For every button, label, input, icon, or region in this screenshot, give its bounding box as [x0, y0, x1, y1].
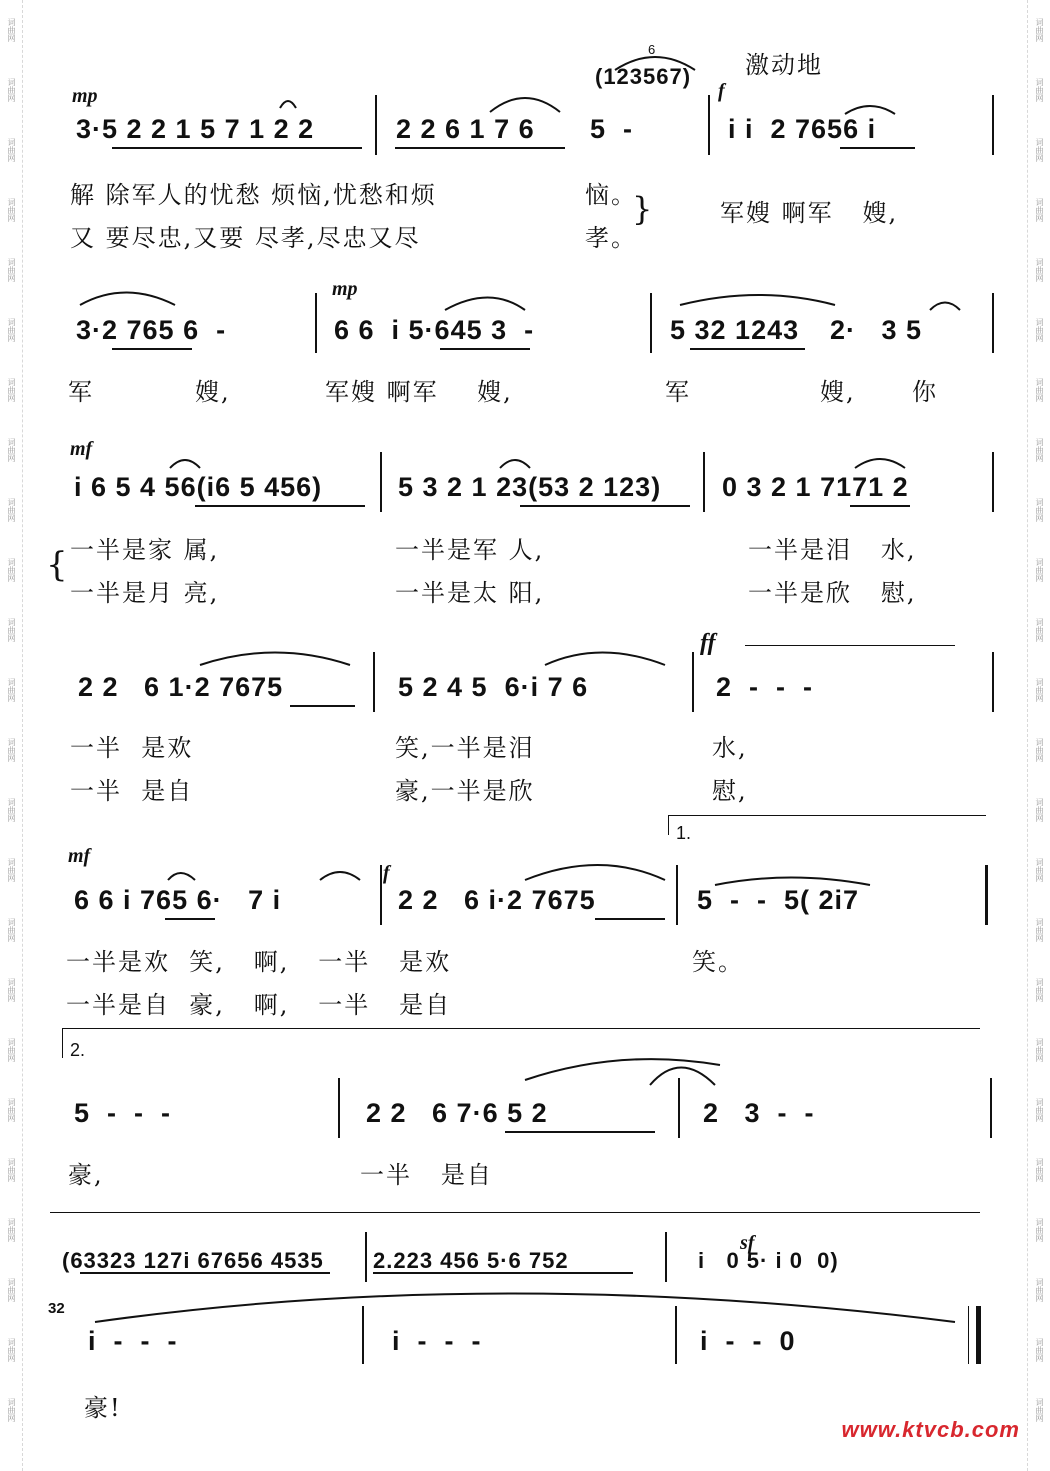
lyric: 豪, — [68, 1161, 104, 1189]
lyric: 一半是泪 水, — [748, 536, 917, 564]
dynamic-mf: mf — [70, 438, 93, 460]
lyric: 军 — [68, 378, 94, 406]
crescendo-line — [745, 645, 955, 646]
barline — [375, 95, 377, 155]
notes-s6-m3: 2 3 - - — [703, 1098, 815, 1128]
lyric: 嫂, — [195, 378, 231, 406]
notes-s7-instr-2: 2.223 456 5·6 752 — [373, 1248, 569, 1273]
dynamic-mf: mf — [68, 845, 91, 867]
barline — [992, 293, 994, 353]
volta-tick — [62, 1028, 63, 1058]
barline — [692, 652, 694, 712]
volta-bracket-1 — [668, 815, 986, 816]
barline — [992, 452, 994, 512]
barline — [708, 95, 710, 155]
barline — [338, 1078, 340, 1138]
beam-underline — [195, 505, 365, 507]
barline — [365, 1232, 367, 1282]
verse-brace: } — [632, 190, 655, 228]
notes-s7-instr-3: i 0 5· i 0 0) — [698, 1248, 839, 1273]
notes-s3-m2: 5 3 2 1 23(53 2 123) — [398, 472, 662, 502]
volta-2-label: 2. — [70, 1040, 86, 1060]
left-margin-watermark: 词曲网 词曲网 词曲网 词曲网 词曲网 词曲网 词曲网 词曲网 词曲网 词曲网 词曲网 词曲网 词曲网 词曲网 词曲网 词曲网 词曲网 词曲网 词曲网 词曲网 词曲网 词曲网 词曲网 词曲网 — [0, 0, 23, 1471]
lyric: 军嫂 啊军 嫂, — [325, 378, 513, 406]
lyric: 你 — [912, 378, 938, 406]
barline — [703, 452, 705, 512]
right-margin-watermark: 词曲网 词曲网 词曲网 词曲网 词曲网 词曲网 词曲网 词曲网 词曲网 词曲网 词曲网 词曲网 词曲网 词曲网 词曲网 词曲网 词曲网 词曲网 词曲网 词曲网 词曲网 词曲网 词曲网 词曲网 — [1027, 0, 1050, 1471]
barline — [380, 452, 382, 512]
beam-underline — [112, 147, 362, 149]
barline — [373, 652, 375, 712]
beam-underline — [80, 1272, 330, 1274]
barline — [315, 293, 317, 353]
barline — [990, 1078, 992, 1138]
lyric: 一半 是自 — [70, 777, 194, 805]
lyrics-s1-v1: 解 除军人的忧愁 烦恼,忧愁和烦 — [70, 181, 437, 209]
lyrics-s1-right: 军嫂 啊军 嫂, — [720, 199, 899, 227]
grace-note: 32 — [48, 1300, 65, 1317]
grace-note: 6 — [648, 42, 656, 57]
notes-s5-m2: 2 2 6 i·2 7675 — [398, 885, 596, 915]
dynamic-f: f — [383, 862, 390, 884]
notes-s6-m1: 5 - - - — [74, 1098, 171, 1128]
notes-s7-instr-1: (63323 127i 67656 4535 — [62, 1248, 324, 1273]
lyrics-s1-v1-end: 恼。 — [585, 181, 637, 209]
notes-s5-m1: 6 6 i 765 6· 7 i — [74, 885, 282, 915]
lyric: 豪,一半是欣 — [395, 777, 535, 805]
barline — [676, 865, 678, 925]
lyric: 一半是月 亮, — [70, 579, 220, 607]
beam-underline — [850, 505, 910, 507]
notes-s5-m3: 5 - - 5( 2i7 — [697, 885, 860, 915]
notes-s7-m2: i - - - — [392, 1326, 482, 1356]
beam-underline — [505, 1131, 655, 1133]
beam-underline — [290, 705, 355, 707]
beam-underline — [595, 918, 665, 920]
beam-underline — [373, 1272, 633, 1274]
lyric: 一半 是欢 — [70, 734, 194, 762]
notes-s1-m1: 3·5 2 2 1 5 7 1 2 2 — [76, 114, 315, 144]
dynamic-ff: ff — [700, 630, 716, 656]
lyric: 军 — [665, 378, 691, 406]
lyric: 一半是太 阳, — [395, 579, 545, 607]
notes-s3-m3: 0 3 2 1 7171 2 — [722, 472, 909, 502]
beam-underline — [112, 348, 192, 350]
lyric: 慰, — [712, 777, 748, 805]
lyric: 豪! — [84, 1394, 122, 1422]
dynamic-mp: mp — [72, 85, 98, 107]
notes-s4-m2: 5 2 4 5 6·i 7 6 — [398, 672, 589, 702]
lyric: 一半是军 人, — [395, 536, 545, 564]
expression-mark: 激动地 — [745, 51, 823, 79]
barline — [678, 1078, 680, 1138]
lyric: 一半是欢 笑, 啊, 一半 是欢 — [66, 948, 452, 976]
notes-s2-m1: 3·2 765 6 - — [76, 315, 227, 345]
dynamic-sf: sf — [740, 1232, 755, 1254]
dynamic-f: f — [718, 80, 725, 102]
lyric: 一半是欣 慰, — [748, 579, 917, 607]
lyric: 水, — [712, 734, 748, 762]
lyric: 一半 是自 — [360, 1161, 493, 1189]
beam-underline — [840, 147, 915, 149]
section-line — [50, 1212, 980, 1213]
lyric: 笑,一半是泪 — [395, 734, 535, 762]
repeat-barline — [985, 865, 988, 925]
barline — [380, 865, 382, 925]
notes-s7-m1: i - - - — [88, 1326, 178, 1356]
notes-s6-m2: 2 2 6 7·6 5 2 — [366, 1098, 548, 1128]
notes-s1-m4: i i 2 7656 i — [728, 114, 877, 144]
barline — [665, 1232, 667, 1282]
beam-underline — [520, 505, 690, 507]
beam-underline — [395, 147, 565, 149]
beam-underline — [165, 918, 215, 920]
dynamic-mp: mp — [332, 278, 358, 300]
notes-s3-m1: i 6 5 4 56(i6 5 456) — [74, 472, 323, 502]
barline — [675, 1306, 677, 1364]
notes-s4-m1: 2 2 6 1·2 7675 — [78, 672, 284, 702]
notes-s1-m3: 5 - — [590, 114, 634, 144]
lyrics-s1-v2-end: 孝。 — [585, 224, 637, 252]
notes-s2-m3b: 2· 3 5 — [830, 315, 923, 345]
final-barline-thick — [976, 1306, 981, 1364]
barline — [992, 652, 994, 712]
notes-s1-m2: 2 2 6 1 7 6 — [396, 114, 535, 144]
lyric: 嫂, — [820, 378, 856, 406]
verse-brace: { — [46, 545, 70, 585]
beam-underline — [690, 348, 805, 350]
ornament-notes: (123567) — [595, 64, 692, 89]
volta-bracket-2 — [62, 1028, 980, 1029]
final-barline-thin — [968, 1306, 969, 1364]
notes-s4-m3: 2 - - - — [716, 672, 813, 702]
notes-s2-m2: 6 6 i 5·645 3 - — [334, 315, 535, 345]
barline — [362, 1306, 364, 1364]
notes-s2-m3: 5 32 1243 — [670, 315, 800, 345]
notes-s7-m3: i - - 0 — [700, 1326, 796, 1356]
site-watermark: www.ktvcb.com — [841, 1417, 1020, 1442]
lyric: 一半是自 豪, 啊, 一半 是自 — [66, 991, 452, 1019]
volta-tick — [668, 815, 669, 835]
lyric: 一半是家 属, — [70, 536, 220, 564]
lyric: 笑。 — [692, 948, 744, 976]
barline — [992, 95, 994, 155]
beam-underline — [440, 348, 530, 350]
lyrics-s1-v2: 又 要尽忠,又要 尽孝,尽忠又尽 — [70, 224, 421, 252]
barline — [650, 293, 652, 353]
volta-1-label: 1. — [676, 823, 692, 843]
